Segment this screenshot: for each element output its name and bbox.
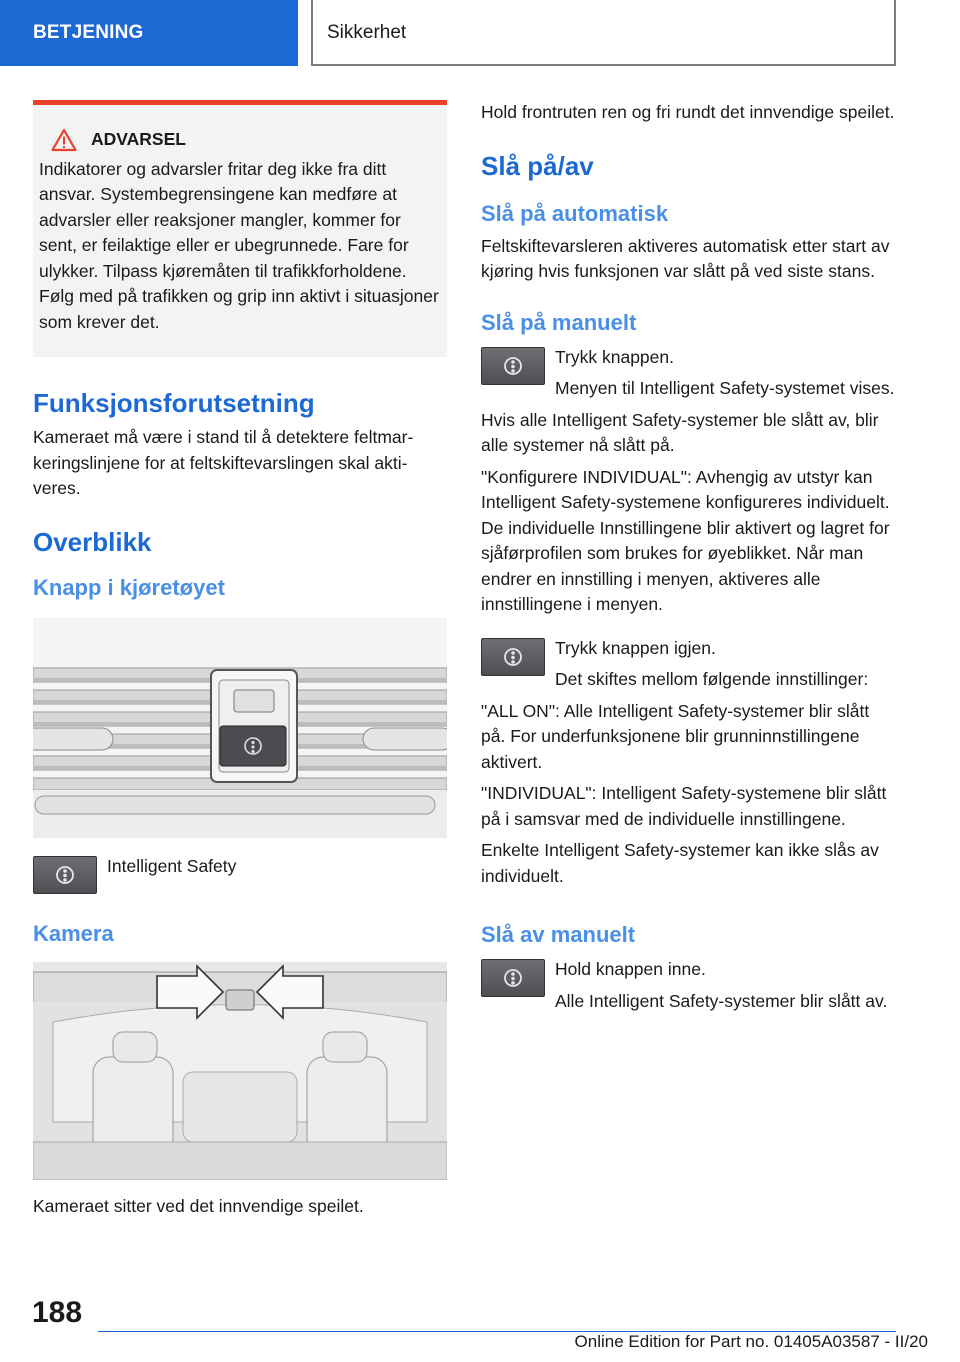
dashboard-vent-illustration xyxy=(33,618,447,838)
step1-result: Menyen til Intelligent Safety-systemet vises. xyxy=(555,378,895,398)
intelligent-safety-button-icon xyxy=(481,959,545,997)
heading-overblikk: Overblikk xyxy=(33,526,152,557)
button-legend xyxy=(33,854,447,894)
step1-action: Trykk knappen. xyxy=(555,346,674,367)
paragraph-intro: Hold frontruten ren og fri rundt det innvendige speilet. xyxy=(481,102,895,122)
heading-sla-av-manuelt: Slå av manuelt xyxy=(481,922,636,947)
page-number: 188 xyxy=(32,1296,83,1329)
kamera-caption: Kameraet sitter ved det innvendige speilet. xyxy=(33,1195,364,1216)
footer-edition: Online Edition for Part no. 01405A03587 - II/20 xyxy=(574,1332,928,1351)
step3-result: Alle Intelligent Safety-systemer blir slått av. xyxy=(555,990,888,1011)
paragraph-funksjonsforutsetning: Kameraet må være i stand til å detektere feltmarkeringslinjene for at feltskiftevarslingen skal aktiveres. xyxy=(33,427,414,498)
heading-knapp-i-kjoretoyet: Knapp i kjøretøyet xyxy=(33,574,225,600)
paragraph-hvis-alle: Hvis alle Intelligent Safety-systemer ble slått av, blir alle systemer nå slått på. xyxy=(481,409,879,455)
right-column xyxy=(481,100,895,1020)
step3-action: Hold knappen inne. xyxy=(555,959,706,979)
paragraph-enkelte: Enkelte Intelligent Safety-systemer kan ikke slås av individuelt. xyxy=(481,840,879,886)
paragraph-automatisk: Feltskiftevarsleren aktiveres automatisk etter start av kjøring hvis funksjonen var slått på ved siste stans. xyxy=(481,235,890,281)
heading-sla-pa-av: Slå på/av xyxy=(481,150,594,181)
chapter-tab: Sikkerhet xyxy=(311,0,896,66)
left-column xyxy=(33,100,447,1225)
camera-location-figure xyxy=(33,962,447,1180)
warning-header xyxy=(39,127,439,153)
heading-sla-pa-automatisk: Slå på automatisk xyxy=(481,200,669,226)
intelligent-safety-button-icon xyxy=(481,638,545,676)
intelligent-safety-button-icon xyxy=(33,856,97,894)
step-hold-button xyxy=(481,957,895,1020)
heading-sla-pa-manuelt: Slå på manuelt xyxy=(481,309,637,335)
paragraph-individual: "INDIVIDUAL": Intelligent Safety-systemene blir slått på i samsvar med de individuelle innstillingene. xyxy=(481,783,887,829)
warning-box xyxy=(33,100,447,357)
dashboard-button-figure xyxy=(33,618,447,838)
warning-title: ADVARSEL xyxy=(91,129,186,149)
paragraph-all-on: "ALL ON": Alle Intelligent Safety-systemer blir slått på. For underfunksjonene blir grunninnstillingene aktivert. xyxy=(481,700,870,772)
warning-text: Indikatorer og advarsler fritar deg ikke fra ditt ansvar. Systembegrensingene kan medføre at advarsler eller reaksjoner mangler, kommer for sent, er feilaktige eller er ubegrunnede. Fare for ulykker. Tilpass kjøremåten til trafikkforholdene. Følg med på trafikken og grip inn aktivt i situasjoner som krever det. xyxy=(39,158,439,332)
step2-result: Det skiftes mellom følgende innstillinger: xyxy=(555,669,869,689)
intelligent-safety-button-icon xyxy=(481,347,545,385)
heading-funksjonsforutsetning: Funksjonsforutsetning xyxy=(33,388,315,418)
paragraph-konfigurere: "Konfigurere INDIVIDUAL": Avhengig av utstyr kan Intelligent Safety-systemene konfigureres individuelt. De individuelle Innstillingene blir aktivert og lagret for sjåførprofilen som brukes for øyeblikket. Når man endrer en innstilling i menyen, aktiveres alle innstillingene i menyen. xyxy=(481,466,890,614)
heading-kamera: Kamera xyxy=(33,920,114,946)
step2-action: Trykk knappen igjen. xyxy=(555,637,716,658)
section-tab: BETJENING xyxy=(0,0,298,66)
step-press-button xyxy=(481,345,895,408)
car-interior-illustration xyxy=(33,962,447,1180)
step-press-again xyxy=(481,636,895,699)
warning-triangle-icon xyxy=(51,128,77,152)
button-legend-label: Intelligent Safety xyxy=(107,855,237,876)
